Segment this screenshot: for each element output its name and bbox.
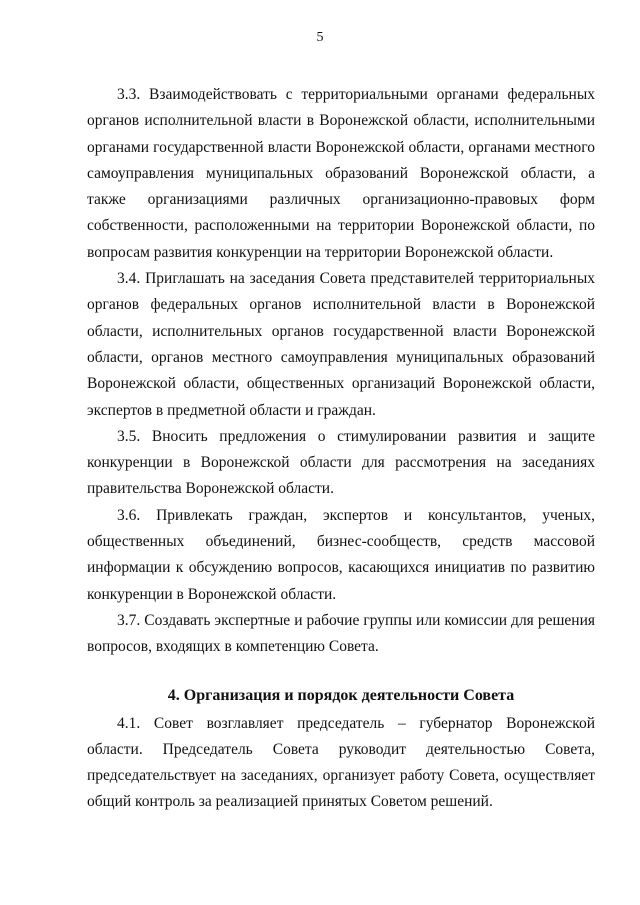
paragraph-4-1: 4.1. Совет возглавляет председатель – губернатор Воронежской области. Председатель Совета руководит деятельностью Совета, председательствует на заседаниях, организует работу Совета, осуществляет общий контроль за реализацией принятых Советом решений. <box>87 714 595 811</box>
paragraph-3-7: 3.7. Создавать экспертные и рабочие группы или комиссии для решения вопросов, входящих в компетенцию Совета. <box>87 611 595 656</box>
paragraph-3-6: 3.6. Привлекать граждан, экспертов и консультантов, ученых, общественных объединений, бизнес-сообществ, средств массовой информации к обсуждению вопросов, касающихся инициатив по развитию конкуренции в Воронежской области. <box>87 506 595 603</box>
paragraph-3-5: 3.5. Вносить предложения о стимулировании развития и защите конкуренции в Воронежской области для рассмотрения на заседаниях правительства Воронежской области. <box>87 427 595 498</box>
section-heading: 4. Организация и порядок деятельности Совета <box>167 686 515 704</box>
paragraph-3-3: 3.3. Взаимодействовать с территориальными органами федеральных органов исполнительной власти в Воронежской области, исполнительными органами государственной власти Воронежской области, органами местного самоуправления муниципальных образований Воронежской области, а также организациями различных организационно-правовых форм собственности, расположенными на территории Воронежской области, по вопросам развития конкуренции на территории Воронежской области. <box>87 86 595 261</box>
page-number: 5 <box>316 30 324 45</box>
document-body <box>87 82 595 816</box>
paragraph-3-4: 3.4. Приглашать на заседания Совета представителей территориальных органов федеральных органов исполнительной власти в Воронежской области, исполнительных органов государственной власти Воронежской области, органов местного самоуправления муниципальных образований Воронежской области, общественных организаций Воронежской области, экспертов в предметной области и граждан. <box>87 270 595 419</box>
